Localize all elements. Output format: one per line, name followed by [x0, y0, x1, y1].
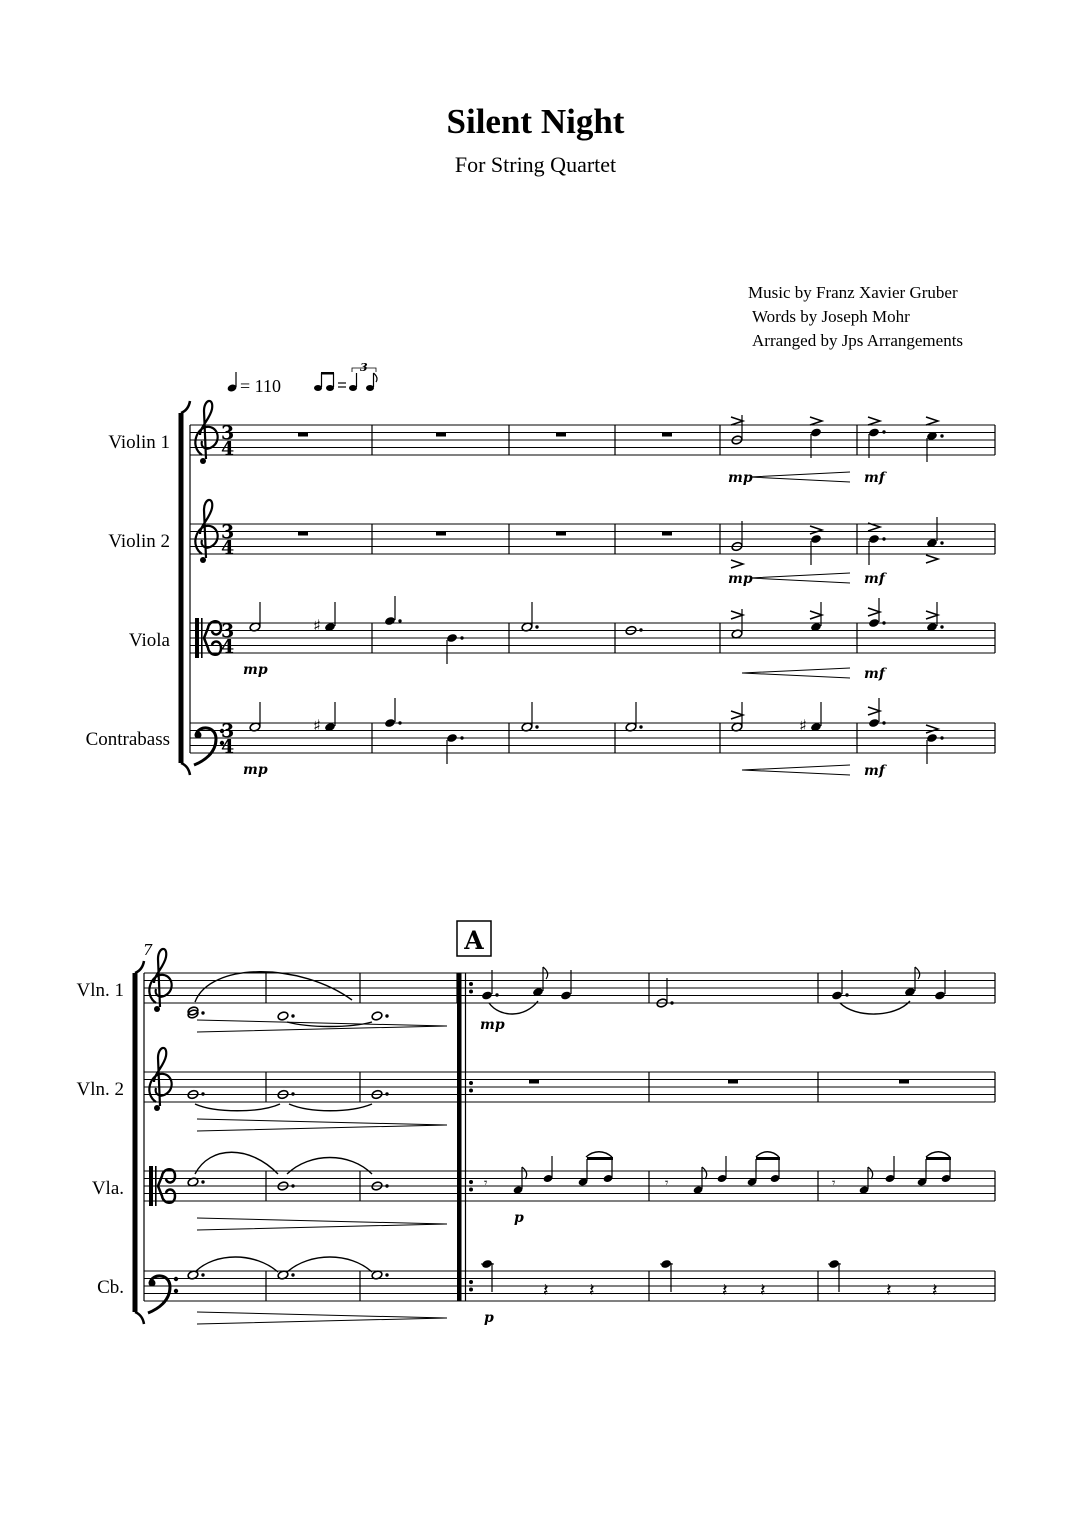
dynamic-mark: mp — [243, 762, 268, 778]
svg-text:𝄽: 𝄽 — [722, 1280, 728, 1301]
rehearsal-mark-box — [457, 921, 491, 956]
measure-number: 7 — [143, 941, 153, 959]
instrument-label-violin2: Violin 2 — [108, 531, 170, 552]
rehearsal-mark: A — [464, 926, 484, 955]
time-sig-beats: 3 — [221, 620, 235, 642]
bass-clef-icon — [148, 1276, 178, 1313]
dynamic-mark: mf — [864, 470, 885, 486]
svg-text:♯: ♯ — [313, 716, 321, 735]
time-sig-beats: 3 — [221, 521, 235, 543]
repeat-start-barline — [457, 973, 473, 1301]
svg-text:♯: ♯ — [313, 616, 321, 635]
score-title: Silent Night — [446, 102, 625, 141]
dynamic-mark: mp — [728, 470, 753, 486]
time-sig-unit: 4 — [221, 537, 235, 559]
contrabass-notes-system2 — [187, 1259, 937, 1301]
svg-text:𝄽: 𝄽 — [543, 1280, 549, 1301]
instrument-label-contrabass: Contrabass — [85, 729, 170, 750]
time-sig-beats: 3 — [221, 422, 235, 444]
instrument-label-viola: Viola — [128, 630, 170, 651]
time-sig-unit: 4 — [221, 736, 235, 758]
credit-arranger: Arranged by Jps Arrangements — [752, 331, 964, 350]
svg-text:𝄾: 𝄾 — [832, 1176, 836, 1191]
dynamics — [243, 470, 888, 779]
tempo-note-icon — [227, 372, 238, 393]
credit-music: Music by Franz Xavier Gruber — [748, 283, 958, 302]
dynamic-mark: mf — [864, 666, 885, 682]
dynamic-mark: p — [514, 1210, 524, 1226]
dynamic-mark: mp — [728, 571, 753, 587]
svg-text:𝄾: 𝄾 — [665, 1176, 669, 1191]
svg-text:𝄽: 𝄽 — [589, 1280, 595, 1301]
violin2-notes-system2 — [187, 1080, 909, 1100]
viola-notes-system2 — [187, 1156, 951, 1195]
credit-words: Words by Joseph Mohr — [752, 307, 910, 326]
triplet-number: 3 — [360, 361, 368, 374]
svg-text:𝄽: 𝄽 — [760, 1280, 766, 1301]
svg-text:𝄾: 𝄾 — [484, 1176, 488, 1191]
instrument-label-cb: Cb. — [97, 1277, 124, 1298]
instrument-label-vla: Vla. — [91, 1178, 124, 1199]
dynamic-mark: mp — [243, 662, 268, 678]
instrument-label-vln1: Vln. 1 — [76, 980, 124, 1001]
dynamic-mark: mf — [864, 763, 885, 779]
score-subtitle: For String Quartet — [454, 152, 617, 177]
accent-marks — [731, 417, 938, 733]
time-signatures — [221, 422, 234, 758]
time-sig-beats: 3 — [221, 720, 235, 742]
svg-text:♯: ♯ — [799, 716, 807, 735]
dynamic-mark: mf — [864, 571, 885, 587]
bass-clef-icon — [194, 728, 224, 765]
dynamic-mark: p — [484, 1310, 494, 1326]
time-sig-unit: 4 — [221, 438, 235, 460]
dynamic-mark: mp — [480, 1017, 505, 1033]
instrument-label-violin1: Violin 1 — [108, 432, 170, 453]
tempo-marking: = 110 — [240, 376, 281, 396]
svg-text:𝄽: 𝄽 — [886, 1280, 892, 1301]
violin1-notes-system2 — [187, 967, 946, 1021]
instrument-label-vln2: Vln. 2 — [76, 1079, 124, 1100]
time-sig-unit: 4 — [221, 636, 235, 658]
svg-text:𝄽: 𝄽 — [932, 1280, 938, 1301]
